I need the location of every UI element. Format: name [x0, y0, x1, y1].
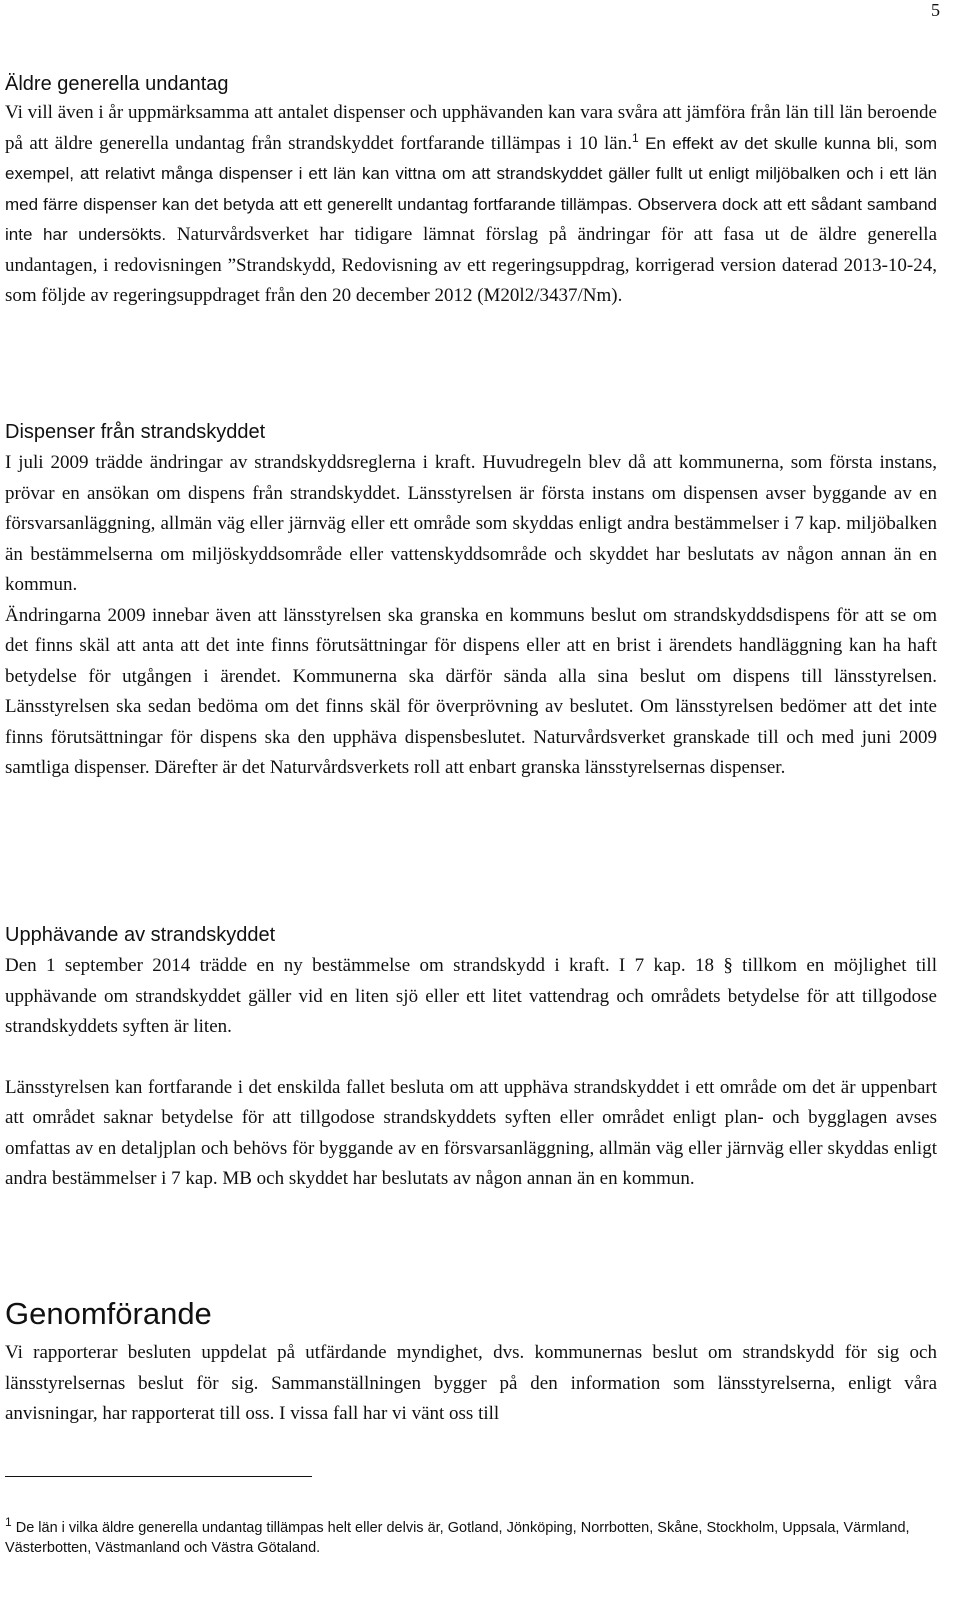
chapter-heading: Genomförande — [5, 1296, 212, 1331]
paragraph: I juli 2009 trädde ändringar av strandskyddsreglerna i kraft. Huvudregeln blev då att kommunerna, som första instans, prövar en ansökan om dispens från strandskyddet. Länsstyrelsen är första instans om dispensen avser byggande av en försvarsanläggning, allmän väg eller järnväg eller ett område som skyddas enligt andra bestämmelser i 7 kap. miljöbalken än bestämmelserna om miljöskyddsområde eller vattenskyddsområde och skyddet har beslutats av någon annan än en kommun. — [5, 452, 937, 595]
section-upphavande — [5, 923, 937, 1195]
paragraph: Den 1 september 2014 trädde en ny bestämmelse om strandskydd i kraft. I 7 kap. 18 § tillkom en möjlighet till upphävande om strandskyddet gäller vid en liten sjö eller ett litet vattendrag och områdets betydelse för att tillgodose strandskyddets syften är liten. — [5, 955, 937, 1037]
footnote-reference: 1 — [632, 130, 639, 145]
paragraph-text: Naturvårdsverket har tidigare lämnat förslag på ändringar för att fasa ut de äldre generella undantagen, i redovisningen ”Strandskydd, Redovisning av ett regeringsuppdrag, korrigerad version daterad 2013-10-24, som följde av regeringsuppdraget från den 20 december 2012 (M20l2/3437/Nm). — [5, 224, 938, 306]
section-genomforande — [5, 1296, 937, 1430]
footnote-divider — [5, 1476, 312, 1477]
paragraph: Vi rapporterar besluten uppdelat på utfärdande myndighet, dvs. kommunernas beslut om strandskydd för sig och länsstyrelsernas beslut för sig. Sammanställningen bygger på den information som länsstyrelserna, enligt våra anvisningar, har rapporterat till oss. I vissa fall har vi vänt oss till — [5, 1342, 937, 1424]
section-heading: Upphävande av strandskyddet — [5, 924, 276, 946]
section-dispenser — [5, 420, 937, 784]
section-aldre-generella-undantag — [5, 72, 937, 312]
section-heading: Dispenser från strandskyddet — [5, 421, 266, 443]
paragraph: Länsstyrelsen kan fortfarande i det enskilda fallet besluta om att upphäva strandskyddet i ett område om det är uppenbart att området saknar betydelse för att tillgodose strandskyddets syften eller området enligt plan- och bygglagen avses omfattas av en detaljplan och behövs för byggande av en försvarsanläggning, allmän väg eller järnväg eller skyddas enligt andra bestämmelser i 7 kap. MB och skyddet har beslutats av någon annan än en kommun. — [5, 1076, 937, 1189]
paragraph-text: Vi vill även i år uppmärksamma att antalet dispenser och upphävanden kan vara svåra att jämföra från län till län beroende på att äldre generella undantag från strandskyddet fortfarande tillämpas i 10 län. — [5, 102, 937, 154]
paragraph-text-sans: En effekt av det skulle kunna bli, som exempel, att relativt många dispenser i ett län kan vittna om att strandskyddet gäller fullt ut enligt miljöbalken och i ett län med färre dispenser kan det betyda att ett generellt undantag fortfarande tillämpas. Observera dock att ett sådant samband inte har undersökts. — [5, 133, 938, 244]
footnote-text: De län i vilka äldre generella undantag tillämpas helt eller delvis är, Gotland, Jönköping, Norrbotten, Skåne, Stockholm, Uppsala, Värmland, Västerbotten, Västmanland och Västra Götaland. — [5, 1520, 910, 1556]
footnote — [5, 1515, 937, 1558]
section-heading: Äldre generella undantag — [5, 73, 229, 95]
paragraph: Ändringarna 2009 innebar även att länsstyrelsen ska granska en kommuns beslut om strandskyddsdispens för att se om det finns skäl att anta att det inte finns förutsättningar för dispens eller att en brist i ärendets handläggning kan ha haft betydelse för utgången i ärendet. Kommunerna ska därför sända alla sina beslut om dispens till länsstyrelsen. Länsstyrelsen ska sedan bedöma om det finns skäl för överprövning av beslutet. Om länsstyrelsen bedömer att det inte finns förutsättningar för dispens ska den upphäva dispensbeslutet. Naturvårdsverket granskade till och med juni 2009 samtliga dispenser. Därefter är det Naturvårdsverkets roll att enbart granska länsstyrelsernas dispenser. — [5, 604, 937, 778]
paragraph — [5, 98, 937, 312]
footnote-number: 1 — [5, 1515, 12, 1529]
page-number: 5 — [931, 0, 940, 20]
